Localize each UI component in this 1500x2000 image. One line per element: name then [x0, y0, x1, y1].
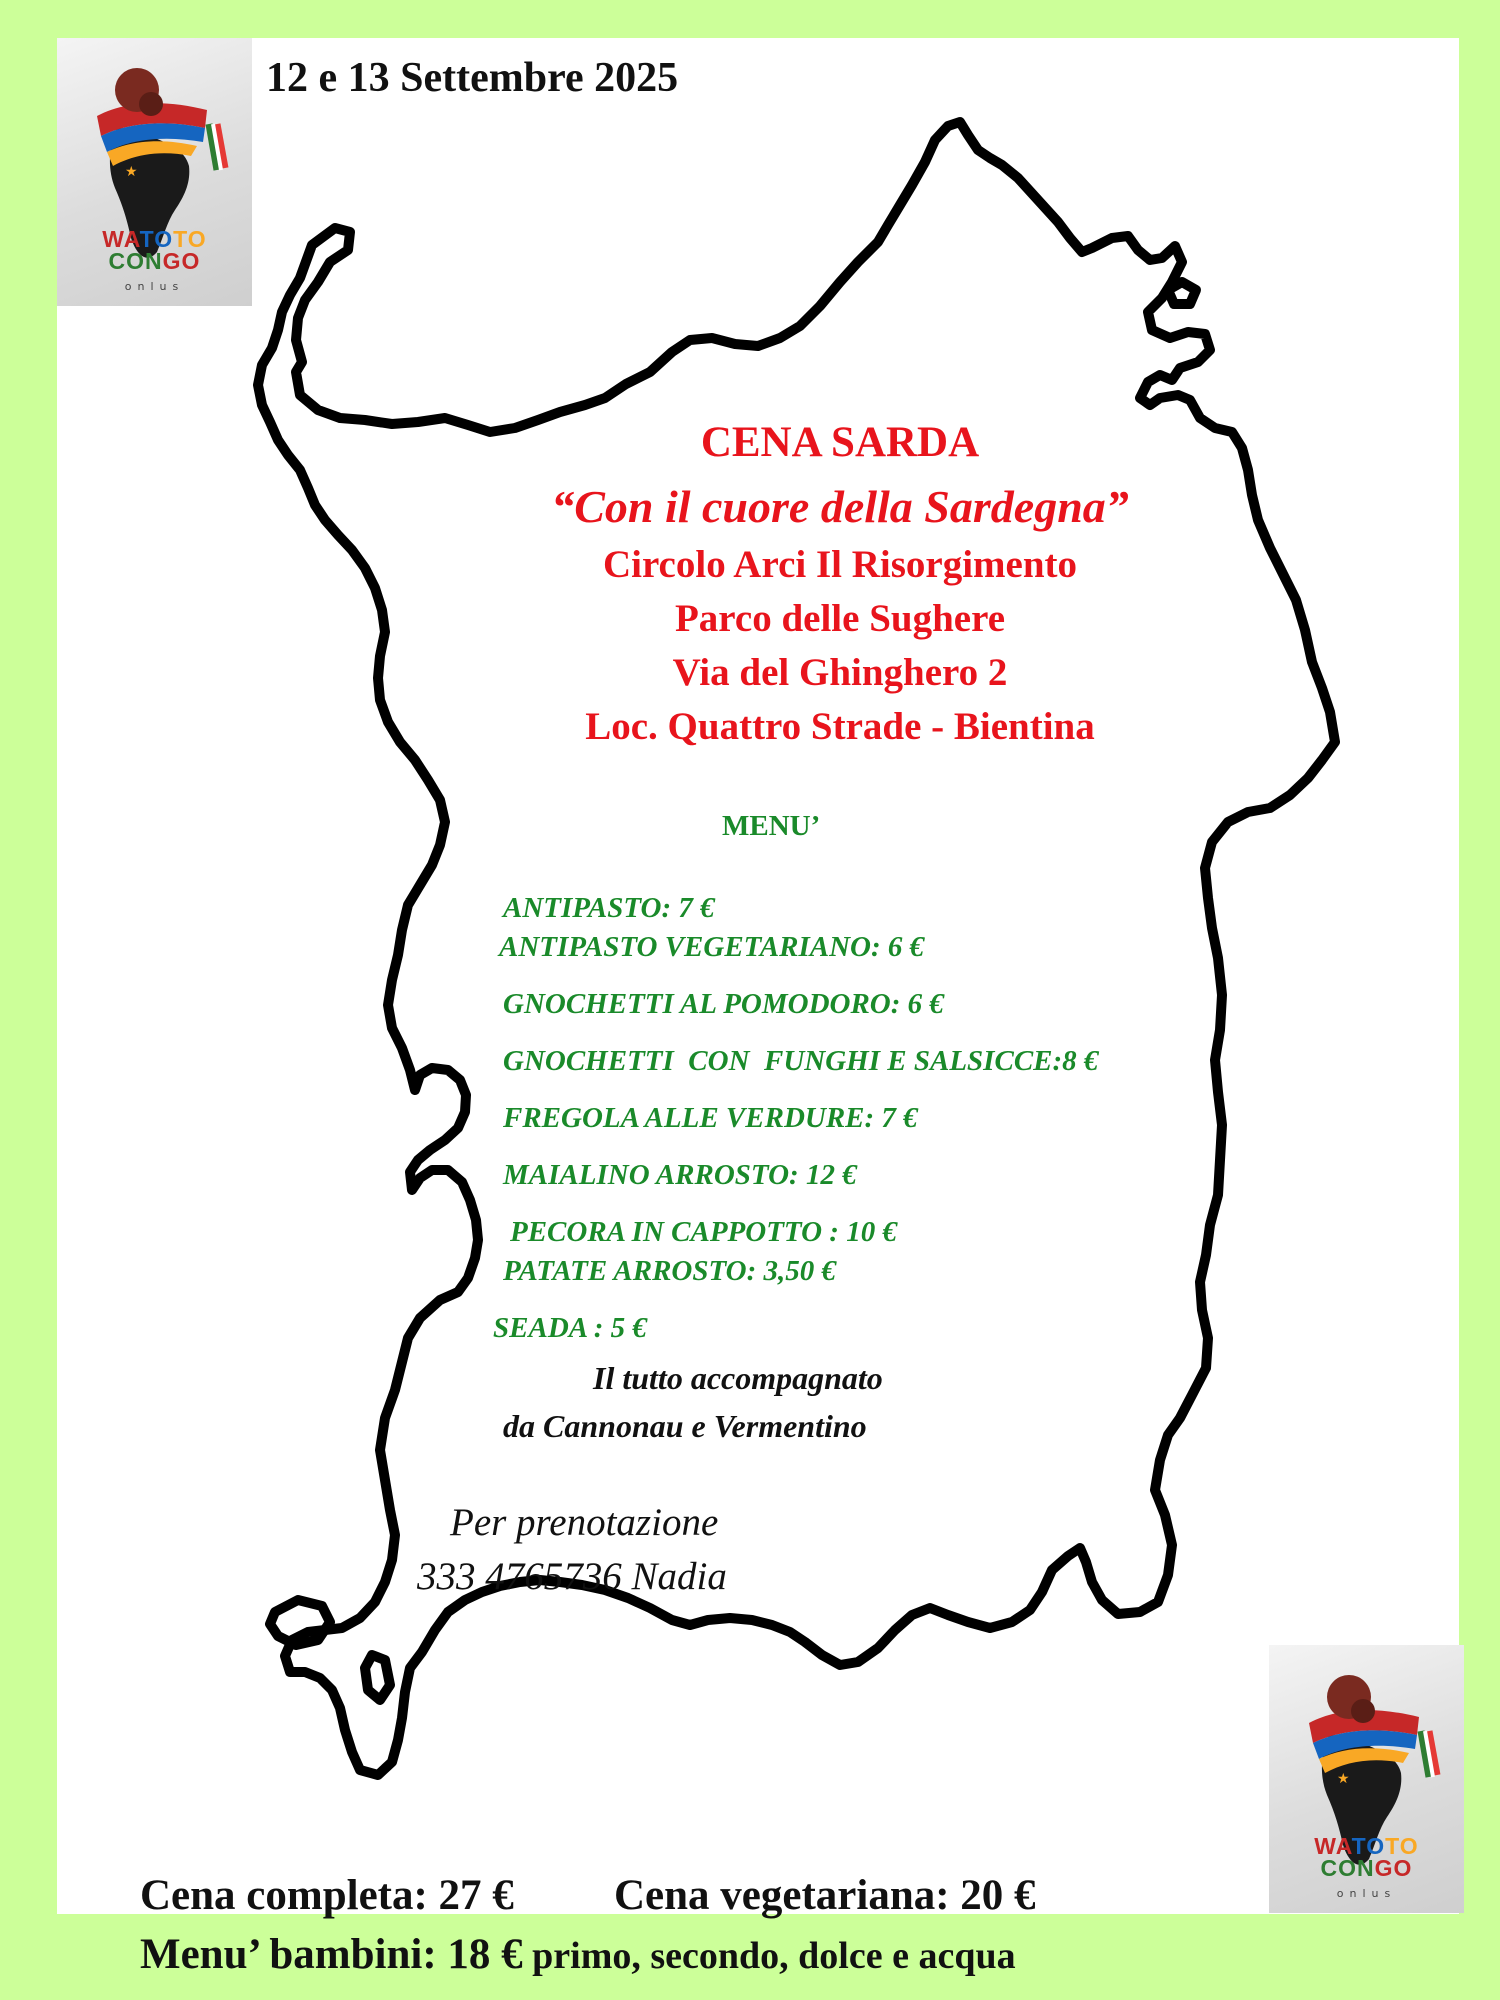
logo-watoto-text: WATOTO	[102, 226, 207, 252]
island-maddalena	[1168, 282, 1196, 304]
event-date: 12 e 13 Settembre 2025	[266, 55, 679, 101]
wine-note-line1: Il tutto accompagnato	[593, 1360, 883, 1396]
event-title: CENA SARDA	[700, 419, 980, 466]
venue-name: Circolo Arci Il Risorgimento	[602, 543, 1078, 586]
watoto-congo-logo-bottom	[1269, 1645, 1464, 1913]
kids-menu	[140, 1930, 1016, 1979]
event-subtitle: “Con il cuore della Sardegna”	[551, 481, 1129, 532]
logo-congo-text: CONGO	[108, 248, 201, 274]
menu-item: SEADA : 5 €	[493, 1312, 647, 1344]
menu-item: FREGOLA ALLE VERDURE: 7 €	[503, 1102, 918, 1134]
menu-item: PATATE ARROSTO: 3,50 €	[503, 1255, 837, 1287]
star-icon: ★	[125, 165, 138, 180]
booking-label: Per prenotazione	[450, 1501, 719, 1544]
kids-menu-detail: primo, secondo, dolce e acqua	[522, 1935, 1016, 1977]
menu-item: GNOCHETTI CON FUNGHI E SALSICCE:8 €	[503, 1045, 1099, 1077]
price-complete-dinner: Cena completa: 27 €	[140, 1872, 514, 1919]
menu-item: MAIALINO ARROSTO: 12 €	[503, 1159, 857, 1191]
kids-menu-price: Menu’ bambini: 18 €	[140, 1931, 523, 1978]
logo-onlus-text: onlus	[1336, 1887, 1397, 1900]
menu-item: PECORA IN CAPPOTTO : 10 €	[510, 1216, 897, 1248]
booking-contact: 333 4765736 Nadia	[417, 1555, 727, 1598]
venue-park: Parco delle Sughere	[674, 597, 1005, 640]
menu-item: ANTIPASTO: 7 €	[503, 892, 715, 924]
logo-watoto-text: WATOTO	[1314, 1833, 1419, 1859]
logo-congo-text: CONGO	[1320, 1855, 1413, 1881]
watoto-congo-logo-top	[57, 38, 252, 306]
venue-street: Via del Ghinghero 2	[672, 651, 1008, 694]
star-icon: ★	[1337, 1772, 1350, 1787]
island-santantioco	[365, 1655, 390, 1700]
menu-heading: MENU’	[722, 810, 821, 842]
price-vegetarian-dinner: Cena vegetariana: 20 €	[614, 1872, 1036, 1919]
menu-item: GNOCHETTI AL POMODORO: 6 €	[503, 988, 944, 1020]
menu-item: ANTIPASTO VEGETARIANO: 6 €	[499, 931, 925, 963]
venue-locality: Loc. Quattro Strade - Bientina	[585, 705, 1095, 748]
logo-onlus-text: onlus	[124, 280, 185, 293]
wine-note-line2: da Cannonau e Vermentino	[503, 1408, 867, 1444]
